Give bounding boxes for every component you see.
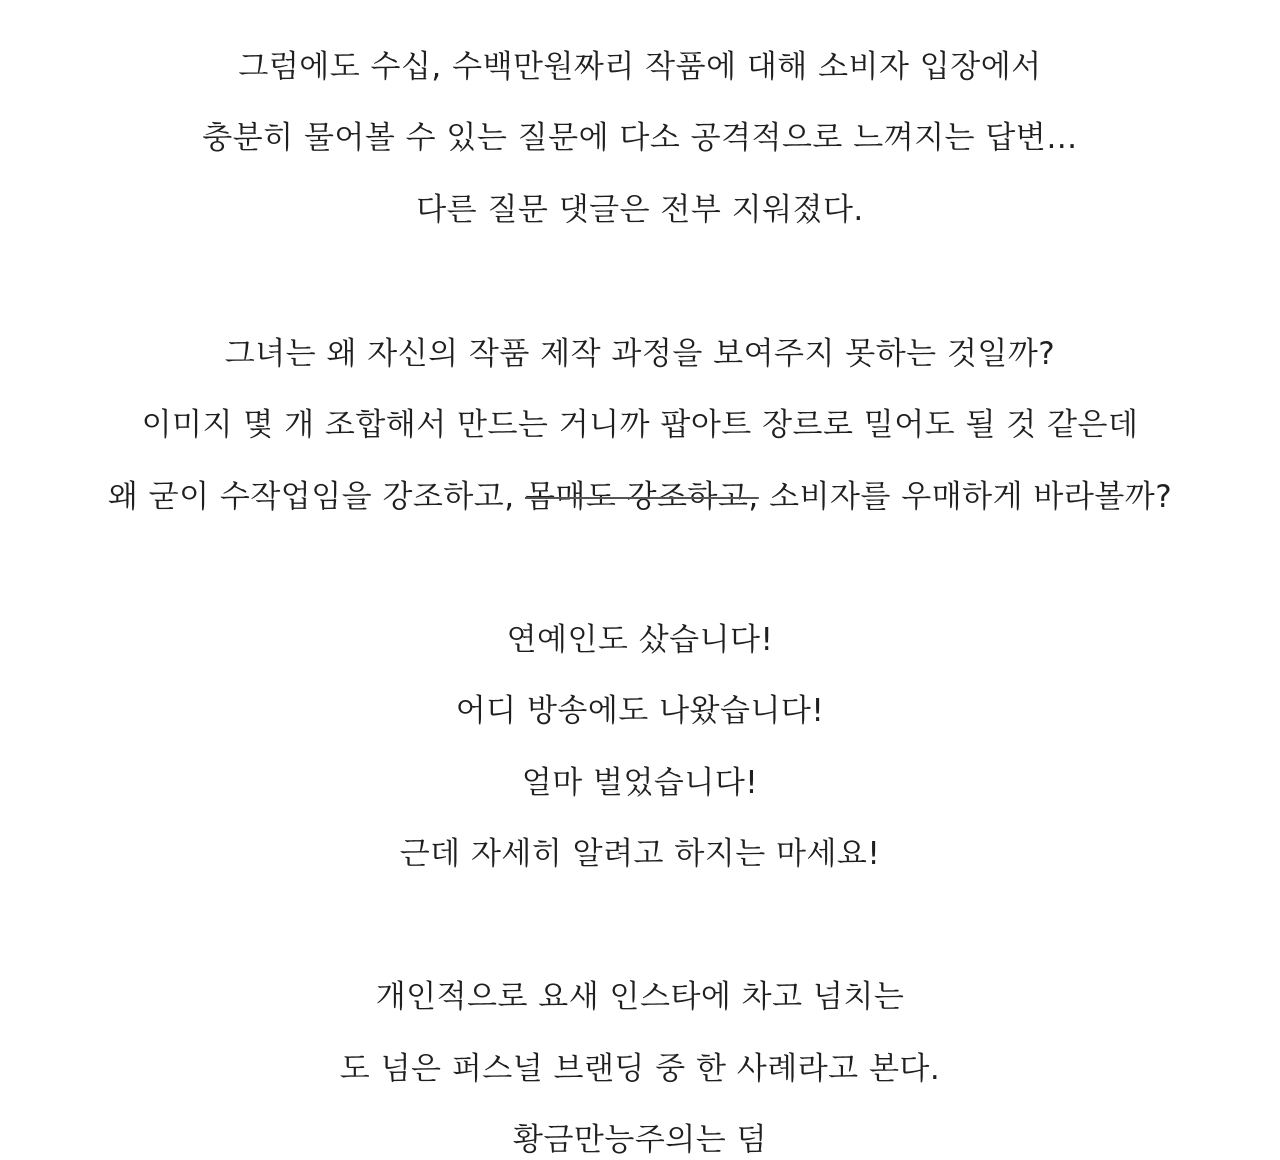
text-line: 개인적으로 요새 인스타에 차고 넘치는 xyxy=(375,979,905,1015)
text-line: 근데 자세히 알려고 하지는 마세요! xyxy=(399,836,881,872)
text-line: 이미지 몇 개 조합해서 만드는 거니까 팝아트 장르로 밀어도 될 것 같은데 xyxy=(141,407,1139,443)
text-line: 그녀는 왜 자신의 작품 제작 과정을 보여주지 못하는 것일까? xyxy=(224,336,1056,372)
text-segment: 소비자를 우매하게 바라볼까? xyxy=(758,479,1173,515)
text-line: 충분히 물어볼 수 있는 질문에 다소 공격적으로 느껴지는 답변… xyxy=(202,120,1078,156)
text-line: 황금만능주의는 덤 xyxy=(513,1122,767,1158)
text-line: 얼마 벌었습니다! xyxy=(521,765,759,801)
strikethrough-text: 몸매도 강조하고, xyxy=(524,479,759,515)
text-line: 연예인도 샀습니다! xyxy=(506,622,774,658)
text-line: 어디 방송에도 나왔습니다! xyxy=(455,693,825,729)
text-line: 도 넘은 퍼스널 브랜딩 중 한 사례라고 본다. xyxy=(339,1051,941,1087)
text-segment: 왜 굳이 수작업임을 강조하고, xyxy=(107,479,525,515)
text-line-with-strikethrough xyxy=(0,477,1280,517)
text-line: 다른 질문 댓글은 전부 지워졌다. xyxy=(416,192,864,228)
text-line: 그럼에도 수십, 수백만원짜리 작품에 대해 소비자 입장에서 xyxy=(238,49,1042,85)
